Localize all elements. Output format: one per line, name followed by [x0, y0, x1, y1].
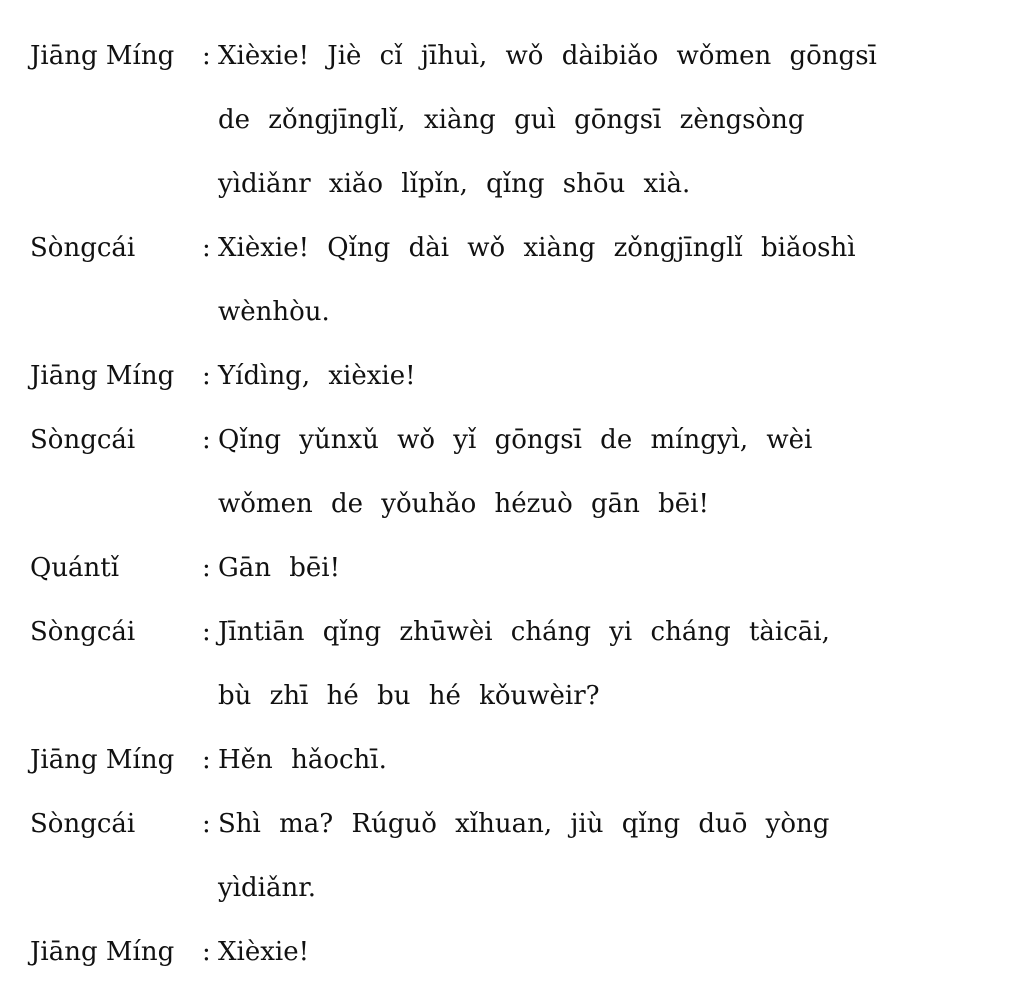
utterance	[218, 536, 1005, 600]
dialogue-turn	[30, 408, 1005, 536]
utterance-line: Xièxie! Jiè cǐ jīhuì, wǒ dàibiǎo wǒmen gōngsī	[218, 41, 877, 71]
utterance	[218, 600, 1005, 728]
utterance	[218, 24, 1005, 216]
utterance-line: Qǐng yǔnxǔ wǒ yǐ gōngsī de míngyì, wèi	[218, 425, 813, 455]
speaker-separator: :	[202, 937, 211, 967]
utterance-line: Shì ma? Rúguǒ xǐhuan, jiù qǐng duō yòng	[218, 809, 830, 839]
speaker-name: Sòngcái	[30, 233, 136, 263]
speaker-separator: :	[202, 553, 211, 583]
speaker-name: Quántǐ	[30, 553, 120, 583]
utterance-line: Jīntiān qǐng zhūwèi cháng yi cháng tàicāi,	[218, 617, 830, 647]
utterance-line: Gān bēi!	[218, 553, 341, 583]
speaker-name: Jiāng Míng	[30, 937, 175, 967]
speaker-name: Jiāng Míng	[30, 361, 175, 391]
utterance	[218, 408, 1005, 536]
speaker-separator: :	[202, 745, 211, 775]
utterance-line: wǒmen de yǒuhǎo hézuò gān bēi!	[218, 489, 709, 519]
dialogue-turn	[30, 792, 1005, 920]
utterance-line: Xièxie! Qǐng dài wǒ xiàng zǒngjīnglǐ biǎoshì	[218, 233, 856, 263]
utterance-line: Yídìng, xièxie!	[218, 361, 416, 391]
utterance-line: de zǒngjīnglǐ, xiàng guì gōngsī zèngsòng	[218, 105, 805, 135]
utterance	[218, 792, 1005, 920]
dialogue-turn	[30, 728, 1005, 792]
utterance	[218, 216, 1005, 344]
utterance-line: bù zhī hé bu hé kǒuwèir?	[218, 681, 600, 711]
utterance-line: Hěn hǎochī.	[218, 745, 387, 775]
utterance-line: yìdiǎnr xiǎo lǐpǐn, qǐng shōu xià.	[218, 169, 691, 199]
utterance-line: Xièxie!	[218, 937, 310, 967]
speaker-name: Sòngcái	[30, 809, 136, 839]
speaker-name: Jiāng Míng	[30, 745, 175, 775]
dialogue-transcript	[30, 24, 1005, 984]
utterance	[218, 344, 1005, 408]
dialogue-turn	[30, 600, 1005, 728]
speaker-separator: :	[202, 425, 211, 455]
speaker-separator: :	[202, 41, 211, 71]
dialogue-turn	[30, 344, 1005, 408]
utterance-line: wènhòu.	[218, 297, 330, 327]
utterance	[218, 728, 1005, 792]
speaker-name: Sòngcái	[30, 425, 136, 455]
speaker-name: Jiāng Míng	[30, 41, 175, 71]
speaker-separator: :	[202, 233, 211, 263]
speaker-separator: :	[202, 809, 211, 839]
utterance	[218, 920, 1005, 984]
speaker-separator: :	[202, 361, 211, 391]
speaker-separator: :	[202, 617, 211, 647]
dialogue-turn	[30, 920, 1005, 984]
dialogue-turn	[30, 24, 1005, 216]
utterance-line: yìdiǎnr.	[218, 873, 317, 903]
dialogue-turn	[30, 216, 1005, 344]
dialogue-turn	[30, 536, 1005, 600]
speaker-name: Sòngcái	[30, 617, 136, 647]
